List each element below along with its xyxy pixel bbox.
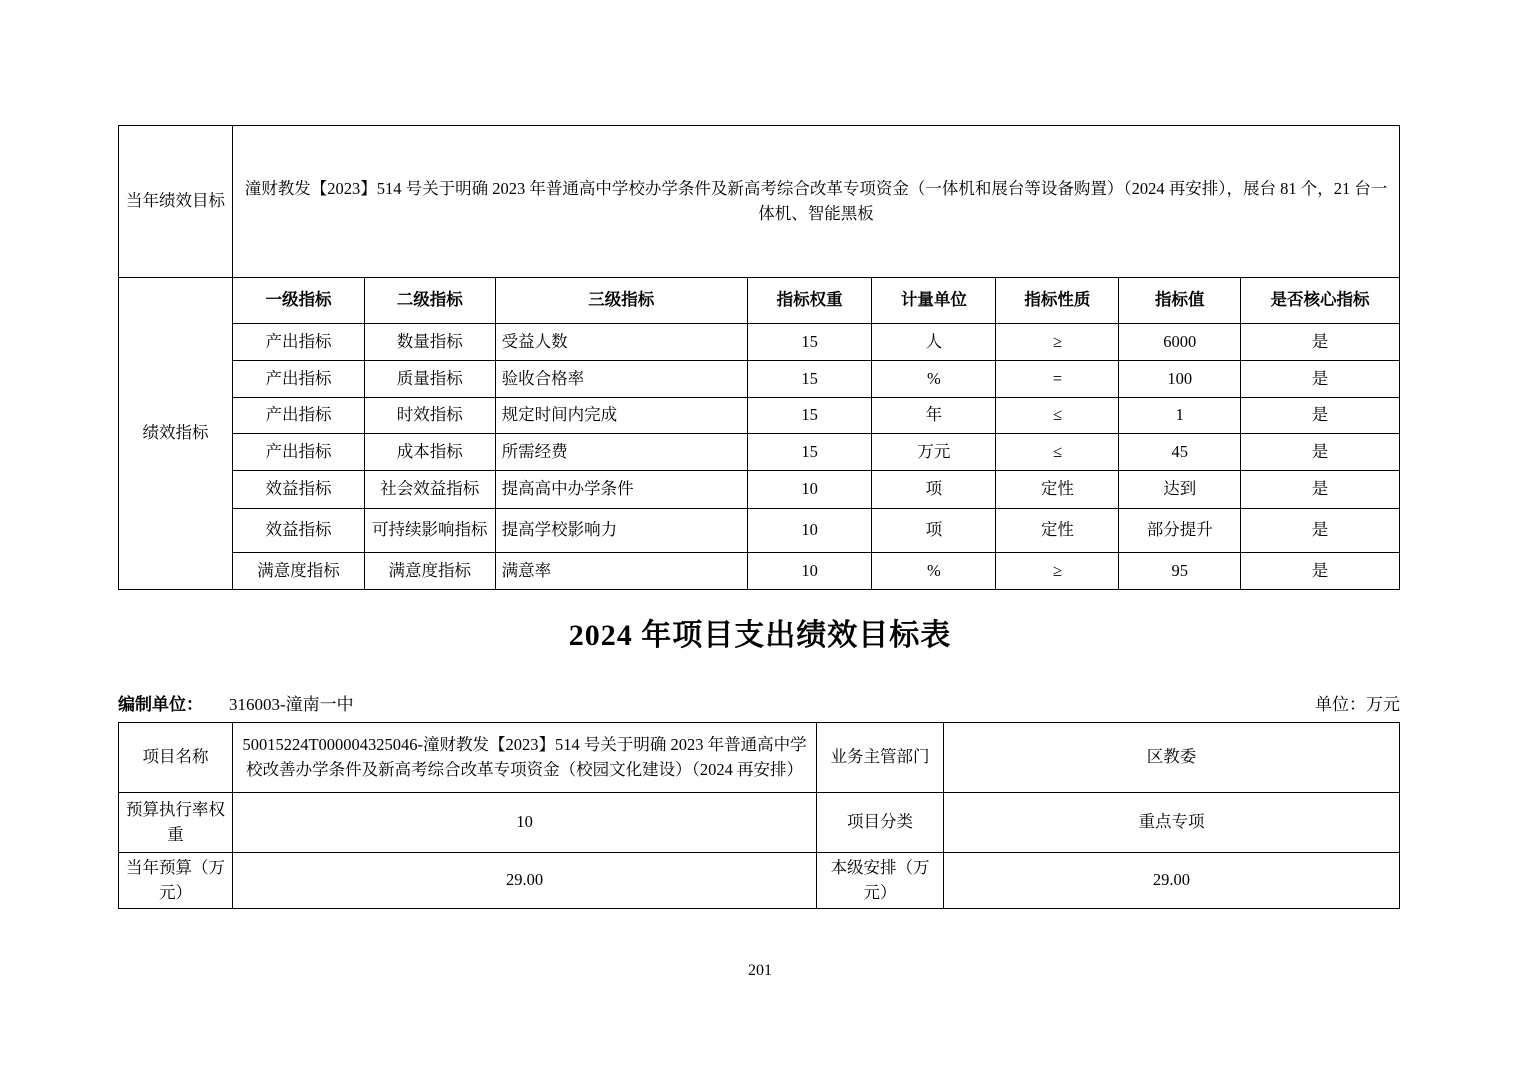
cell-level1: 效益指标 <box>233 471 365 509</box>
cell-core: 是 <box>1241 471 1400 509</box>
local-arrangement-value: 29.00 <box>943 853 1399 909</box>
cell-level1: 满意度指标 <box>233 553 365 590</box>
cell-level2: 数量指标 <box>364 324 495 361</box>
cell-nature: ≥ <box>996 553 1119 590</box>
cell-level2: 成本指标 <box>364 434 495 471</box>
cell-level1: 产出指标 <box>233 398 365 434</box>
indicator-header-row <box>119 278 1400 324</box>
cell-level1: 产出指标 <box>233 434 365 471</box>
page-title: 2024 年项目支出绩效目标表 <box>568 619 952 652</box>
cell-level3: 受益人数 <box>495 324 747 361</box>
table-row <box>119 471 1400 509</box>
department-label: 业务主管部门 <box>817 723 944 793</box>
header-weight: 指标权重 <box>747 278 871 324</box>
department-value: 区教委 <box>943 723 1399 793</box>
cell-level3: 规定时间内完成 <box>495 398 747 434</box>
table-row <box>119 398 1400 434</box>
cell-weight: 15 <box>747 324 871 361</box>
cell-value: 达到 <box>1119 471 1241 509</box>
cell-core: 是 <box>1241 553 1400 590</box>
table-row <box>119 509 1400 553</box>
cell-unit: % <box>872 553 996 590</box>
cell-value: 部分提升 <box>1119 509 1241 553</box>
header-level1: 一级指标 <box>233 278 365 324</box>
annual-goal-content: 潼财教发【2023】514 号关于明确 2023 年普通高中学校办学条件及新高考综合改革专项资金（一体机和展台等设备购置）（2024 再安排），展台 81 个，21 台一体机、智能黑板 <box>233 126 1400 278</box>
header-level2: 二级指标 <box>364 278 495 324</box>
project-name-value: 50015224T000004325046-潼财教发【2023】514 号关于明确 2023 年普通高中学校改善办学条件及新高考综合改革专项资金（校园文化建设）（2024 再安排） <box>233 723 817 793</box>
annual-budget-label: 当年预算（万元） <box>119 853 233 909</box>
cell-unit: 项 <box>872 471 996 509</box>
table-row <box>119 853 1400 909</box>
annual-goal-row <box>119 126 1400 278</box>
annual-goal-label: 当年绩效目标 <box>119 126 233 278</box>
cell-value: 95 <box>1119 553 1241 590</box>
currency-note: 单位：万元 <box>1315 695 1400 714</box>
performance-indicator-table <box>118 125 1400 590</box>
cell-weight: 15 <box>747 434 871 471</box>
cell-level3: 提高高中办学条件 <box>495 471 747 509</box>
budget-execution-weight-label: 预算执行率权重 <box>119 793 233 853</box>
cell-level1: 效益指标 <box>233 509 365 553</box>
header-nature: 指标性质 <box>996 278 1119 324</box>
cell-nature: 定性 <box>996 471 1119 509</box>
table-row <box>119 361 1400 398</box>
table-row <box>119 553 1400 590</box>
cell-nature: 定性 <box>996 509 1119 553</box>
compiling-unit <box>118 690 354 715</box>
table-row <box>119 723 1400 793</box>
cell-core: 是 <box>1241 509 1400 553</box>
project-category-label: 项目分类 <box>817 793 944 853</box>
budget-execution-weight-value: 10 <box>233 793 817 853</box>
cell-level2: 质量指标 <box>364 361 495 398</box>
cell-value: 1 <box>1119 398 1241 434</box>
cell-unit: 人 <box>872 324 996 361</box>
cell-unit: 项 <box>872 509 996 553</box>
cell-weight: 10 <box>747 509 871 553</box>
cell-weight: 10 <box>747 553 871 590</box>
local-arrangement-label: 本级安排（万元） <box>817 853 944 909</box>
cell-nature: = <box>996 361 1119 398</box>
cell-weight: 10 <box>747 471 871 509</box>
annual-budget-value: 29.00 <box>233 853 817 909</box>
cell-level2: 满意度指标 <box>364 553 495 590</box>
meta-row <box>118 690 1400 715</box>
cell-value: 45 <box>1119 434 1241 471</box>
page-number: 201 <box>748 962 772 979</box>
cell-level1: 产出指标 <box>233 324 365 361</box>
cell-level2: 社会效益指标 <box>364 471 495 509</box>
project-name-label: 项目名称 <box>119 723 233 793</box>
project-category-value: 重点专项 <box>943 793 1399 853</box>
cell-level3: 验收合格率 <box>495 361 747 398</box>
table-row <box>119 434 1400 471</box>
cell-unit: 万元 <box>872 434 996 471</box>
cell-core: 是 <box>1241 398 1400 434</box>
cell-level2: 时效指标 <box>364 398 495 434</box>
header-unit: 计量单位 <box>872 278 996 324</box>
cell-level3: 满意率 <box>495 553 747 590</box>
compiling-unit-value: 316003-潼南一中 <box>229 695 354 714</box>
cell-value: 6000 <box>1119 324 1241 361</box>
section-label-performance-indicators: 绩效指标 <box>119 278 233 590</box>
cell-value: 100 <box>1119 361 1241 398</box>
project-info-table <box>118 722 1400 909</box>
cell-unit: % <box>872 361 996 398</box>
cell-unit: 年 <box>872 398 996 434</box>
header-value: 指标值 <box>1119 278 1241 324</box>
cell-level1: 产出指标 <box>233 361 365 398</box>
table-row <box>119 324 1400 361</box>
cell-core: 是 <box>1241 361 1400 398</box>
cell-weight: 15 <box>747 398 871 434</box>
cell-level3: 提高学校影响力 <box>495 509 747 553</box>
header-core: 是否核心指标 <box>1241 278 1400 324</box>
table-row <box>119 793 1400 853</box>
cell-level2: 可持续影响指标 <box>364 509 495 553</box>
cell-nature: ≥ <box>996 324 1119 361</box>
header-level3: 三级指标 <box>495 278 747 324</box>
cell-level3: 所需经费 <box>495 434 747 471</box>
cell-core: 是 <box>1241 324 1400 361</box>
compiling-unit-label: 编制单位： <box>118 695 203 714</box>
cell-nature: ≤ <box>996 398 1119 434</box>
cell-nature: ≤ <box>996 434 1119 471</box>
cell-core: 是 <box>1241 434 1400 471</box>
cell-weight: 15 <box>747 361 871 398</box>
